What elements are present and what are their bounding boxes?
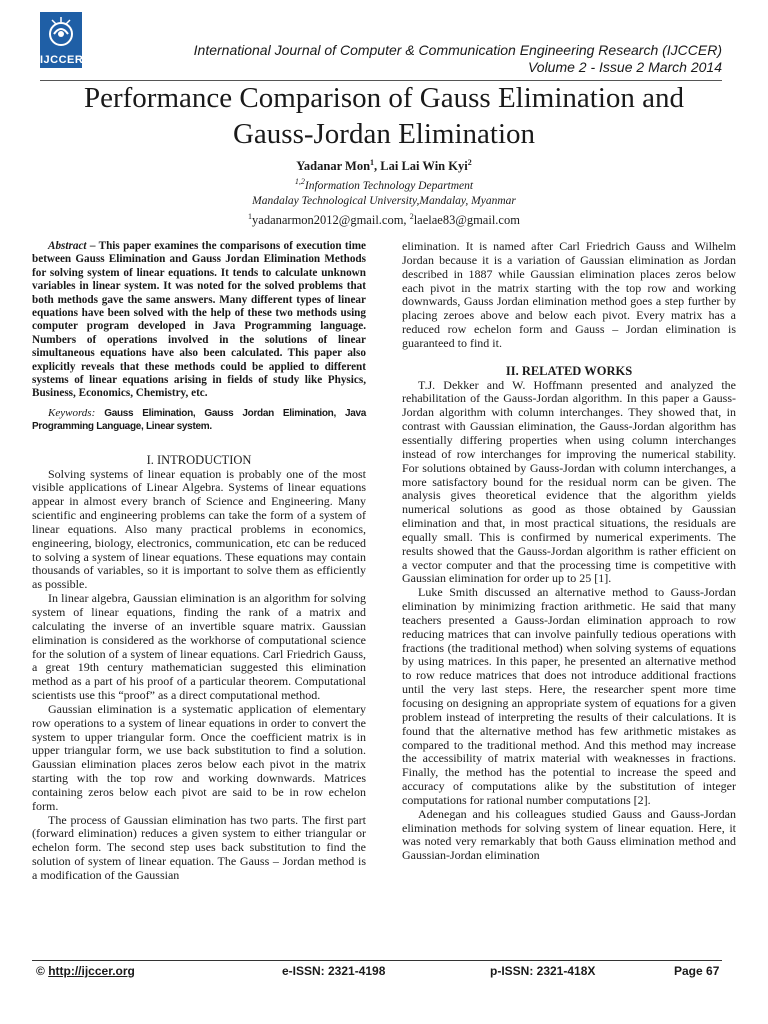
journal-logo [40, 12, 82, 68]
email-2: laelae83@gmail.com [413, 213, 520, 228]
section-heading-related-works: II. RELATED WORKS [505, 363, 633, 378]
keywords [32, 407, 366, 434]
paper-title [40, 80, 728, 152]
abstract-text: – This paper examines the comparisons of execution time between Gauss Elimination and Gauss Jordan Elimination Methods for solving system of linear equations. It tends to calculate unknown variables in linear system. It was noted for the solved problems that both methods gave the same answers. Many different types of linear equations have been solved with the help of these two methods using computer program developed in Java Programming language. Numbers of operations involved in the solutions of linear simultaneous equations have also been calculated. This paper also explicitly reveals that these methods could be applied to different systems of linear equations arising in fields of study like Physics, Business, Economics, Chemistry, etc. [32, 240, 366, 400]
related-paragraph-3: Adenegan and his colleagues studied Gauss and Gauss-Jordan elimination methods for solving system of linear equation. Here, it was noted very remarkably that both Gauss elimination method and Gaussian-Jordan elimination [402, 806, 736, 863]
keywords-label: Keywords: [48, 406, 96, 419]
email-1-sup: 1 [248, 211, 253, 221]
affiliation-sup: 1,2 [294, 177, 305, 187]
author-2: Lai Lai Win Kyi [380, 159, 468, 174]
university: Mandalay Technological University,Mandalay, Myanmar [252, 194, 516, 207]
footer-eissn: e-ISSN: 2321-4198 [282, 964, 386, 978]
journal-link[interactable]: http://ijccer.org [48, 964, 135, 978]
right-column [402, 240, 736, 863]
department [0, 174, 768, 194]
copyright-symbol: © [36, 964, 49, 978]
email-2-sup: 2 [409, 211, 414, 221]
intro-paragraph-4: The process of Gaussian elimination has two parts. The first part (forward elimination) reduces a given system to either triangular or echelon form. The second step uses back substitution to find the solution of system of linear equation. The Gauss – Jordan method is a modification of the Gaussian [32, 812, 366, 882]
emails [0, 209, 768, 228]
title-line-1: Performance Comparison of Gauss Elimination and [83, 82, 684, 114]
author-2-sup: 2 [467, 158, 472, 167]
footer-divider [32, 960, 722, 961]
author-block [0, 155, 768, 228]
logo-text: IJCCER [40, 54, 84, 66]
author-names [0, 155, 768, 174]
logo-emblem-icon [40, 12, 82, 54]
journal-header [194, 42, 722, 76]
journal-name: International Journal of Computer & Communication Engineering Research (IJCCER) [193, 42, 722, 58]
author-1-sup: 1 [370, 158, 375, 167]
intro-paragraph-2: In linear algebra, Gaussian elimination is an algorithm for solving system of linear equations, finding the rank of a matrix and calculating the inverse of an invertible square matrix. Gaussian elimination is considered as the workhorse of computational science for the solution of a system of linear equations. Carl Friedrich Gauss, a great 19th century mathematician suggested this elimination method as a part of his proof of a particular theorem. Computational scientists use this “proof” as a direct computational method. [32, 591, 366, 703]
title-line-2: Gauss-Jordan Elimination [232, 118, 536, 150]
section-heading-introduction: I. INTRODUCTION [146, 452, 252, 467]
keywords-text: Gauss Elimination, Gauss Jordan Elimination, Java Programming Language, Linear system. [32, 407, 366, 433]
journal-issue: Volume 2 - Issue 2 March 2014 [527, 59, 722, 75]
abstract [32, 240, 366, 401]
footer-pissn: p-ISSN: 2321-418X [490, 964, 596, 978]
intro-paragraph-3: Gaussian elimination is a systematic application of elementary row operations to a system of linear equations in order to convert the system to upper triangular form. Once the coefficient matrix is in upper triangular form, we use back substitution to find a solution. Gaussian elimination places zeros below each pivot in the matrix starting with the top row and working downwards. Matrices containing zeros below each pivot are said to be in row echelon form. [32, 701, 366, 813]
abstract-label: Abstract [48, 240, 87, 252]
intro-paragraph-1: Solving systems of linear equation is probably one of the most visible applications of Linear Algebra. Systems of linear equations appear in almost every branch of Science and Engineering. Many scientific and engineering problems can take the form of a system of linear equations. Also many practical problems in economics, engineering, biology, electronics, communication, etc can be reduced to solving a system of linear equations. These equations may contain thousands of variables, so it is important to solve them as efficiently as possible. [32, 466, 366, 592]
email-1: yadanarmon2012@gmail.com, [252, 213, 410, 228]
author-1: Yadanar Mon [296, 159, 371, 174]
related-paragraph-2: Luke Smith discussed an alternative method to Gauss-Jordan elimination by minimizing fraction arithmetic. He said that many teachers presented a Gauss-Jordan elimination approach to row reducing matrices that can involve painfully tedious operations with fractions (the traditional method) when solving systems of equations by using matrices. In this paper, he presented an alternative method to row reduce matrices that does not introduce additional fractions until the very last steps. Here, the researcher spent more time focusing on designing an appropriate system of equations for a given problem instead of interpreting the results of their calculations. It is found that the alternative method has few arithmetic mistakes as compared to the traditional method. And this method may increase the accessibility of matrix material with weaknesses in fractions. Finally, the method has the potential to increase the speed and accuracy of computations alike by the substitution of integer computations for rational number computations [2]. [402, 585, 736, 807]
left-column [32, 240, 366, 883]
related-paragraph-1: T.J. Dekker and W. Hoffmann presented and analyzed the rehabilitation of the Gauss-Jordan algorithm. In this paper a Gauss-Jordan algorithm with column interchanges. They showed that, in contrast with Gaussian elimination, the Gauss-Jordan algorithm has essentially differing properties when using column interchanges instead of row interchanges for improving the numerical stability. For solutions obtained by Gauss-Jordan with column interchanges, a more satisfactory bound for the residual norm can be given. The analysis gives theoretical evidence that the algorithm yields numerical solutions as good as those obtained by Gaussian elimination and that, in most practical situations, the residuals are equally small. This is confirmed by numerical experiments. The results showed that the Gauss-Jordan algorithm is rather efficient on a vector computer and that the processing time is competitive with Gaussian elimination for order up to 25 [1]. [402, 377, 736, 586]
author-separator: , [374, 159, 381, 174]
department-text: Information Technology Department [304, 179, 474, 192]
intro-paragraph-5: elimination. It is named after Carl Friedrich Gauss and Wilhelm Jordan because it is a variation of Gaussian elimination as Jordan described in 1887 while Gaussian elimination places zeros below each pivot in the matrix starting with the top row and working downwards, Gauss Jordan elimination method goes a step further by placing zeroes above and below each pivot. Every matrix has a reduced row echelon form and Gauss – Jordan elimination is guaranteed to find it. [402, 239, 736, 350]
footer-url [36, 964, 135, 978]
footer-page-number: Page 67 [674, 964, 720, 978]
